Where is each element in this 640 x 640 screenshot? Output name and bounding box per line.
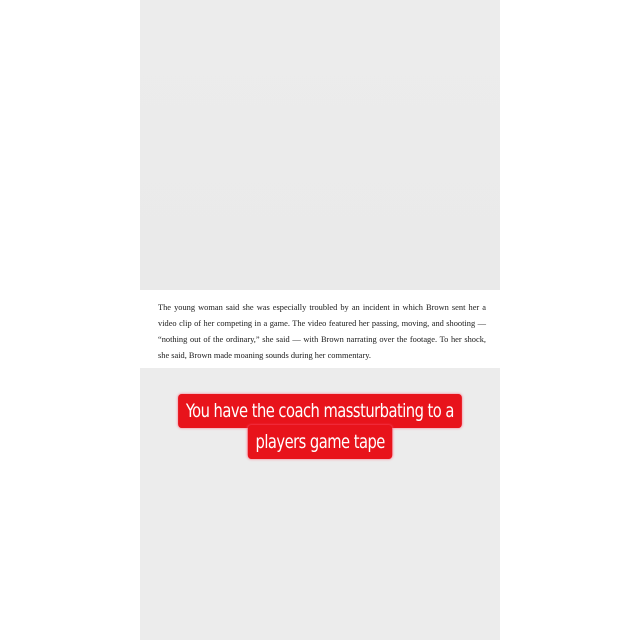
story-frame bbox=[140, 0, 500, 640]
article-screenshot bbox=[140, 290, 500, 368]
article-paragraph: The young woman said she was especially troubled by an incident in which Brown sent her a video clip of her competing in a game. The video featured her passing, moving, and shooting — “nothing out of the ordinary,” she said — with Brown narrating over the footage. To her shock, she said, Brown made moaning sounds during her commentary. bbox=[158, 303, 486, 360]
caption-line-2: players game tape bbox=[248, 425, 393, 459]
caption-sticker bbox=[140, 394, 500, 460]
blank-image-area bbox=[140, 0, 500, 290]
caption-line-1: You have the coach massturbating to a bbox=[178, 394, 462, 428]
